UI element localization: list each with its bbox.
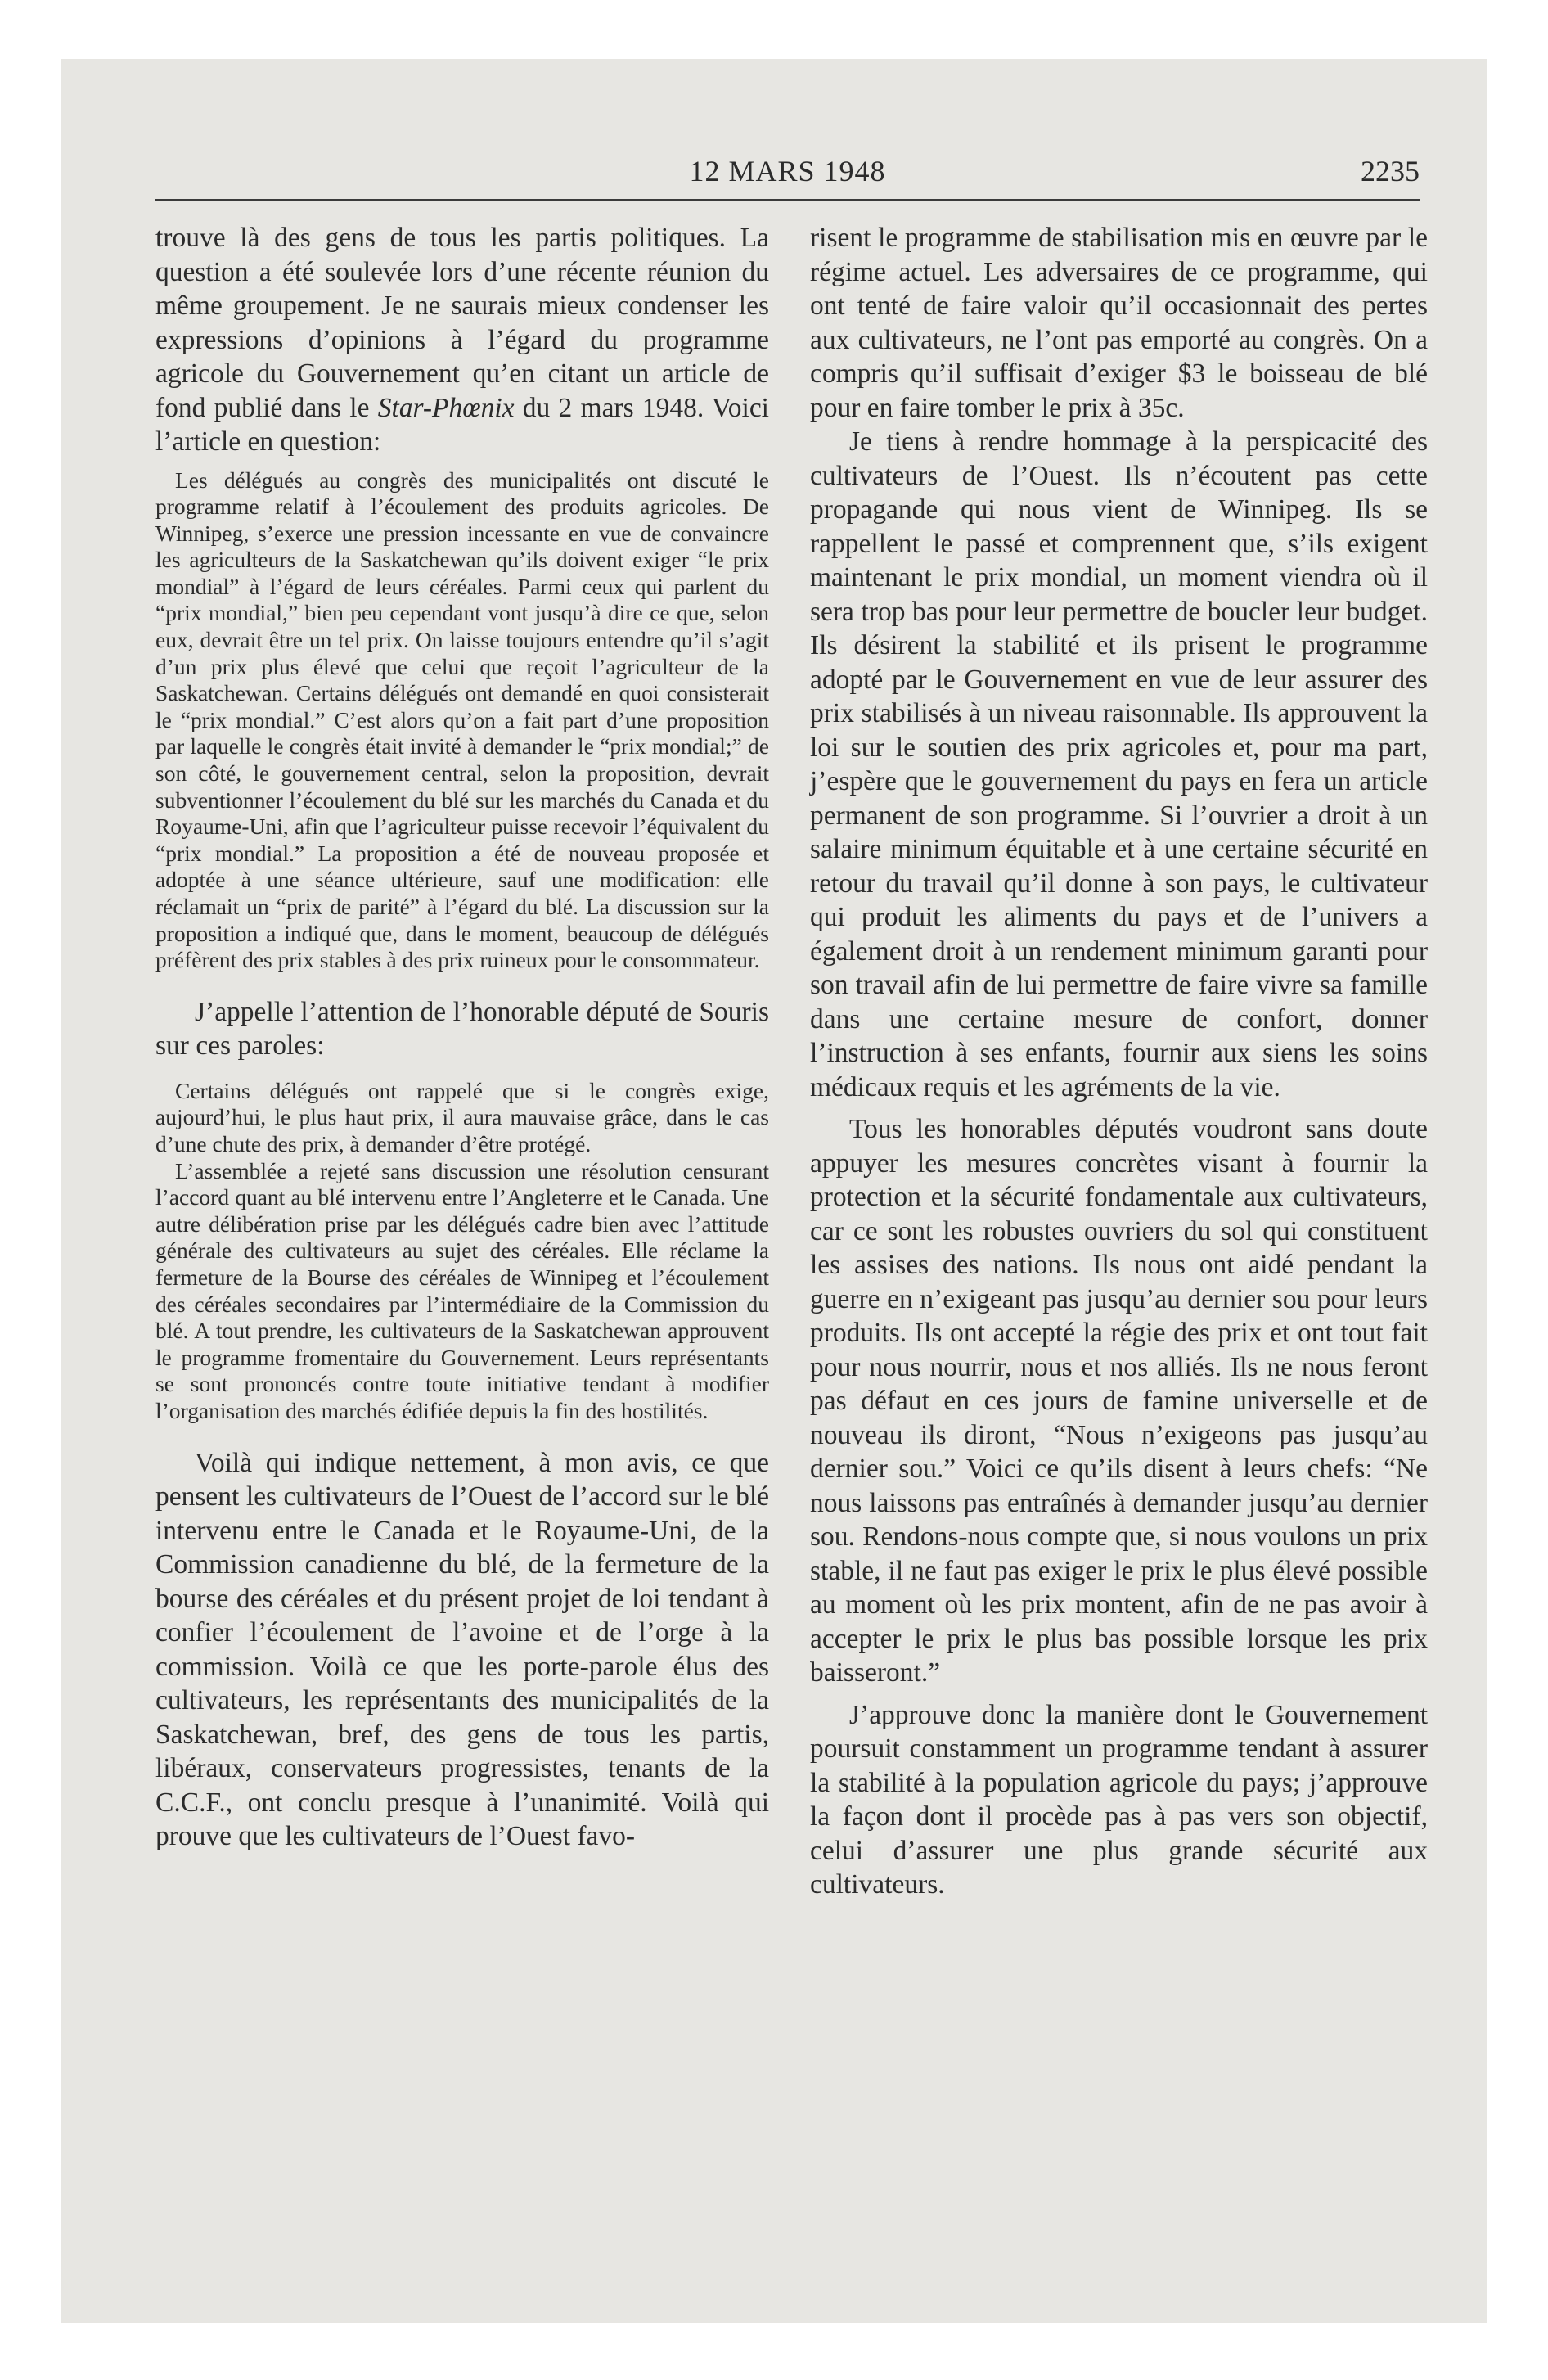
- right-column: [810, 221, 1428, 1902]
- page-number: 2235: [1361, 155, 1420, 187]
- paragraph: Voilà qui indique nettement, à mon avis, ce que pensent les cultivateurs de l’Ouest de l’accord sur le blé intervenu entre le Canada et le Royaume-Uni, de la Commission canadienne du blé, de la fermeture de la bourse des céréales et du présent projet de loi tendant à confier l’écoulement de l’avoine et de l’orge à la commission. Voilà ce que les porte-parole élus des cultivateurs, les représentants des municipalités de la Saskatchewan, bref, des gens de tous les partis, libéraux, conservateurs progressistes, tenants de la C.C.F., ont conclu presque à l’unanimité. Voilà qui prouve que les cultivateurs de l’Ouest favo-: [155, 1447, 769, 1851]
- newspaper-title: Star-Phœnix: [377, 392, 515, 423]
- paragraph-text: du 2 mars 1948. Voici l’article en question:: [155, 392, 769, 457]
- paragraph: J’appelle l’attention de l’honorable député de Souris sur ces paroles:: [155, 996, 769, 1062]
- paragraph: Tous les honorables députés voudront sans doute appuyer les mesures concrètes visant à fournir la protection et la sécurité fondamentale aux cultivateurs, car ce sont les robustes ouvriers du sol qui constituent les assises des nations. Ils nous ont aidé pendant la guerre en n’exigeant pas jusqu’au dernier sou pour leurs produits. Ils ont accepté la régie des prix et ont tout fait pour nous nourrir, nous et nos alliés. Ils ne nous feront pas défaut en ces jours de famine universelle et de nouveau ils diront, “Nous n’exigeons pas jusqu’au dernier sou.” Voici ce qu’ils disent à leurs chefs: “Ne nous laissons pas entraînés à demander jusqu’au dernier sou. Rendons-nous compte que, si nous voulons un prix stable, il ne faut pas exiger le prix le plus élevé possible au moment où les prix montent, afin de ne pas avoir à accepter le prix le plus bas possible lorsque les prix baisseront.”: [810, 1114, 1428, 1688]
- page-header: [155, 98, 1420, 205]
- paragraph: [155, 221, 769, 459]
- quotation: Les délégués au congrès des municipalités ont discuté le programme relatif à l’écoulement des produits agricoles. De Winnipeg, s’exerce une pression incessante en vue de convaincre les agriculteurs de la Saskatchewan qu’ils doivent exiger “le prix mondial” à l’égard de leurs céréales. Parmi ceux qui parlent du “prix mondial,” bien peu cependant vont jusqu’à dire ce que, selon eux, devrait être un tel prix. On laisse toujours entendre qu’il s’agit d’un prix plus élevé que celui que reçoit l’agriculteur de la Saskatchewan. Certains délégués ont demandé en quoi consisterait le “prix mondial.” C’est alors qu’on a fait part d’une proposition par laquelle le congrès était invité à demander le “prix mondial;” de son côté, le gouvernement central, selon la proposition, devrait subventionner l’écoulement du blé sur les marchés du Canada et du Royaume-Uni, afin que l’agriculteur puisse recevoir l’équivalent du “prix mondial.” La proposition a été de nouveau proposée et adoptée à une séance ultérieure, sauf une modification: elle réclamait un “prix de parité” à l’égard du blé. La discussion sur la proposition a indiqué que, dans le moment, beaucoup de délégués préfèrent des prix stables à des prix ruineux pour le consommateur.: [155, 467, 769, 973]
- paragraph-text: trouve là des gens de tous les partis politiques. La question a été soulevée lors d’une récente réunion du même groupement. Je ne saurais mieux condenser les expressions d’opinions à l’égard du programme agricole du Gouvernement qu’en citant un article de fond publié dans le: [155, 223, 769, 423]
- header-date: 12 MARS 1948: [689, 155, 886, 187]
- quotation: L’assemblée a rejeté sans discussion une résolution censurant l’accord quant au blé intervenu entre l’Angleterre et le Canada. Une autre délibération prise par les délégués cadre bien avec l’attitude générale des cultivateurs au sujet des céréales. Elle réclame la fermeture de la Bourse des céréales de Winnipeg et l’écoulement des céréales secondaires par l’intermédiaire de la Commission du blé. A tout prendre, les cultivateurs de la Saskatchewan approuvent le programme fromentaire du Gouvernement. Leurs représentants se sont prononcés contre toute initiative tendant à modifier l’organisation des marchés édifiée depuis la fin des hostilités.: [155, 1157, 769, 1423]
- header-rule: [155, 199, 1420, 201]
- paragraph: Je tiens à rendre hommage à la perspicacité des cultivateurs de l’Ouest. Ils n’écoutent pas cette propagande qui nous vient de Winnipeg. Ils se rappellent le passé et comprennent que, s’ils exigent maintenant le prix mondial, un moment viendra où il sera trop bas pour leur permettre de boucler leur budget. Ils désirent la stabilité et ils prisent le programme adopté par le Gouvernement en vue de leur assurer des prix stabilisés à un niveau raisonnable. Ils approuvent la loi sur le soutien des prix agricoles et, pour ma part, j’espère que le gouvernement du pays en fera un article permanent de son programme. Si l’ouvrier a droit à un salaire minimum équitable et à une certaine sécurité en retour du travail qu’il donne à son pays, le cultivateur qui produit les aliments du pays et de l’univers a également droit à un rendement minimum garanti pour son travail afin de lui permettre de faire vivre sa famille dans une certaine mesure de confort, donner l’instruction à ses enfants, fournir aux siens les soins médicaux requis et les agréments de la vie.: [810, 426, 1428, 1102]
- left-column: [155, 221, 769, 1854]
- quotation: Certains délégués ont rappelé que si le congrès exige, aujourd’hui, le plus haut prix, il aura mauvaise grâce, dans le cas d’une chute des prix, à demander d’être protégé.: [155, 1077, 769, 1156]
- paragraph: J’approuve donc la manière dont le Gouvernement poursuit constamment un programme tendant à assurer la stabilité à la population agricole du pays; j’approuve la façon dont il procède pas à pas vers son objectif, celui d’assurer une plus grande sécurité aux cultivateurs.: [810, 1699, 1428, 1900]
- paragraph: risent le programme de stabilisation mis en œuvre par le régime actuel. Les adversaires de ce programme, qui ont tenté de faire valoir qu’il occasionnait des pertes aux cultivateurs, ne l’ont pas emporté au congrès. On a compris qu’il suffisait d’exiger $3 le boisseau de blé pour en faire tomber le prix à 35c.: [810, 223, 1428, 423]
